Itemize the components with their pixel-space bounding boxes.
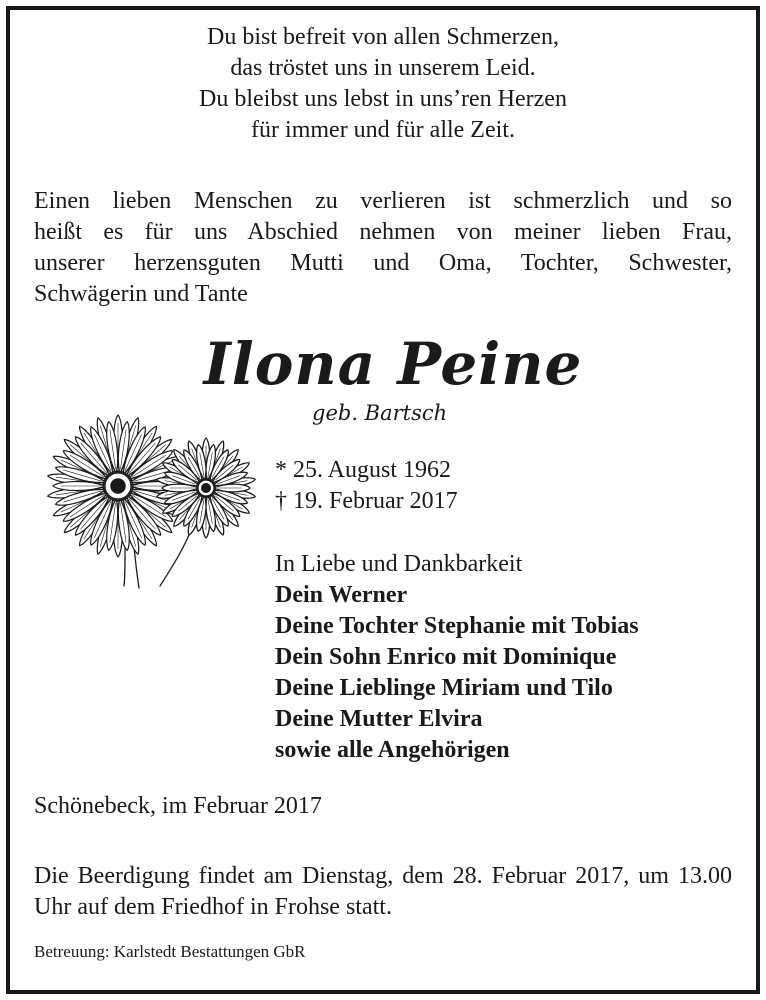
mourner-name: Dein Werner: [275, 582, 408, 608]
intro-text: [34, 186, 732, 310]
life-dates: [275, 455, 458, 517]
flowers-illustration-icon: [40, 408, 260, 593]
poem-line: das tröstet uns in unserem Leid.: [230, 55, 536, 81]
funeral-info: Die Beerdigung findet am Dienstag, dem 28. Februar 2017, um 13.00 Uhr auf dem Friedhof in Frohse statt.: [34, 863, 732, 920]
mourner-name: sowie alle Angehörigen: [275, 737, 510, 763]
mourner-name: Deine Tochter Stephanie mit Tobias: [275, 613, 639, 639]
poem-line: Du bleibst uns lebst in uns’ren Herzen: [199, 86, 567, 112]
intro-line: unserer herzensguten Mutti und Oma, Tochter, Schwester,: [34, 250, 732, 276]
place-date: Schönebeck, im Februar 2017: [34, 793, 322, 819]
mourner-name: Dein Sohn Enrico mit Dominique: [275, 644, 617, 670]
mourner-name: Deine Lieblinge Miriam und Tilo: [275, 675, 613, 701]
deceased-name: Ilona Peine: [203, 330, 583, 398]
poem-line: Du bist befreit von allen Schmerzen,: [207, 24, 559, 50]
mourners-heading: In Liebe und Dankbarkeit: [275, 551, 523, 577]
poem: [0, 22, 766, 146]
intro-line: heißt es für uns Abschied nehmen von meiner lieben Frau,: [34, 219, 732, 245]
death-date: † 19. Februar 2017: [275, 488, 458, 514]
intro-line: Schwägerin und Tante: [34, 281, 248, 307]
mourners-block: [275, 549, 639, 766]
intro-line: Einen lieben Menschen zu verlieren ist schmerzlich und so: [34, 188, 732, 214]
birth-date: * 25. August 1962: [275, 457, 452, 483]
poem-line: für immer und für alle Zeit.: [251, 117, 515, 143]
maiden-name: geb. Bartsch: [312, 401, 448, 425]
funeral-home-credit: Betreuung: Karlstedt Bestattungen GbR: [34, 942, 306, 961]
mourner-name: Deine Mutter Elvira: [275, 706, 483, 732]
